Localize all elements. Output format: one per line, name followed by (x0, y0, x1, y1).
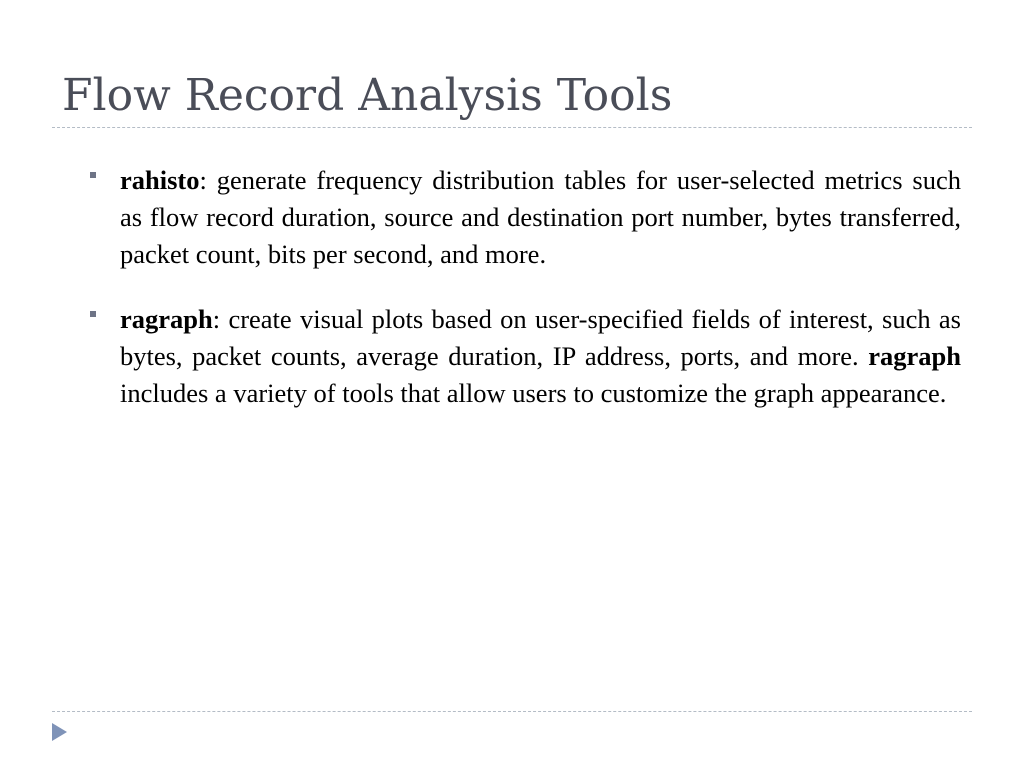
title-divider (52, 127, 972, 128)
slide-title: Flow Record Analysis Tools (62, 70, 673, 121)
bullet-text: : create visual plots based on user-specified fields of interest, such as bytes, packet counts, average duration, IP address, ports, and more. (120, 304, 961, 371)
bullet-text: includes a variety of tools that allow users to customize the graph appearance. (120, 378, 947, 408)
bullet-list (120, 162, 961, 440)
bullet-item-rahisto (120, 162, 961, 273)
bullet-term: ragraph (120, 304, 213, 334)
bullet-term-inline: ragraph (868, 341, 961, 371)
square-bullet-icon (90, 311, 96, 317)
bullet-text: : generate frequency distribution tables for user-selected metrics such as flow record duration, source and destination port number, bytes transferred, packet count, bits per second, and more. (120, 165, 961, 269)
bullet-item-ragraph (120, 301, 961, 412)
square-bullet-icon (90, 172, 96, 178)
bullet-term: rahisto (120, 165, 200, 195)
footer-divider (52, 711, 972, 712)
play-triangle-icon[interactable] (50, 722, 68, 742)
